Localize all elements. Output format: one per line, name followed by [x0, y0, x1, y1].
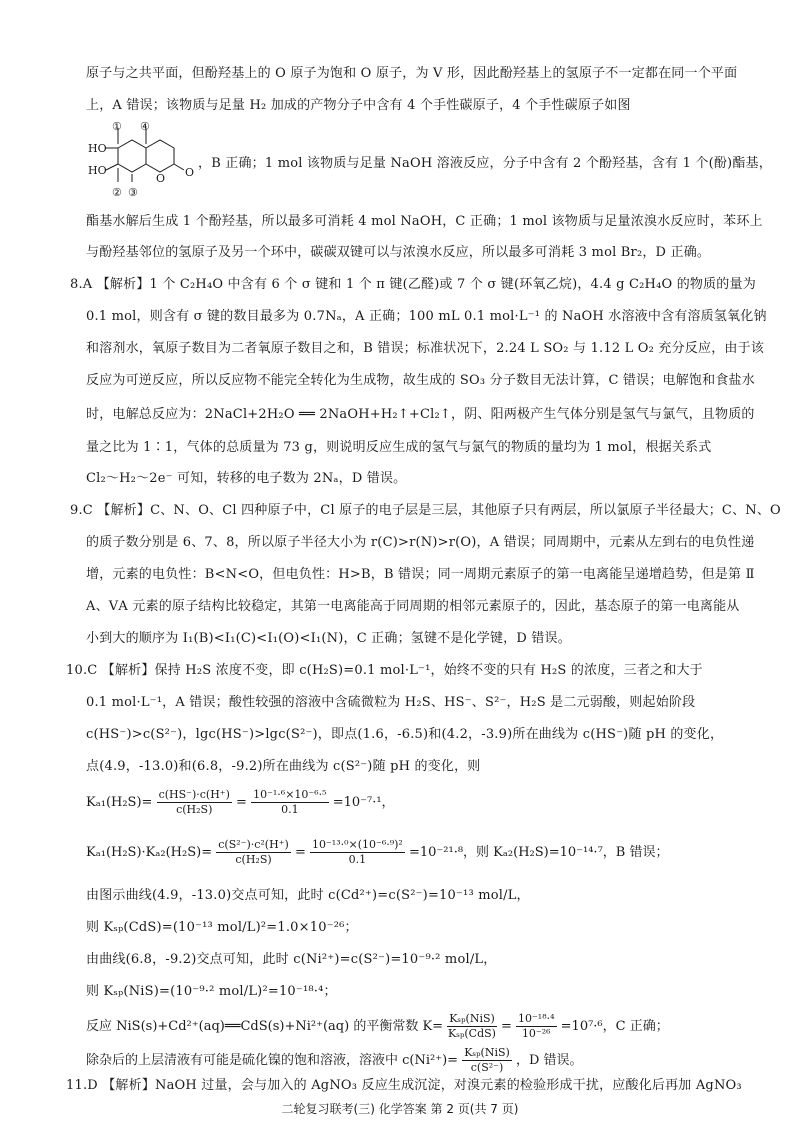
label-4: ④ — [140, 120, 150, 133]
text-line: 由曲线(6.8，-9.2)交点可知，此时 c(Ni²⁺)=c(S²⁻)=10⁻⁹·² mol/L， — [86, 952, 497, 967]
text-line: 则 Kₛₚ(NiS)=(10⁻⁹·² mol/L)²=10⁻¹⁸·⁴； — [86, 984, 337, 999]
label-1: ① — [112, 120, 122, 133]
text-line: 原子与之共平面，但酚羟基上的 O 原子为饱和 O 原子，为 V 形，因此酚羟基上的氢原子不一定都在同一个平面 — [86, 66, 738, 81]
k-equation: 反应 NiS(s)+Cd²⁺(aq)══CdS(s)+Ni²⁺(aq) 的平衡常数 K= $\frac{\text{Kₛₚ(NiS)}}{\text{Kₛₚ(CdS)}}$ = $\frac{\text{10⁻¹⁸·⁴}}{\text{10⁻²⁶}}$ =10⁷·⁶，C 正确； — [86, 1012, 669, 1040]
text-line: Cl₂～H₂～2e⁻ 可知，转移的电子数为 2Nₐ，D 错误。 — [86, 471, 407, 486]
text-line: 量之比为 1∶1，气体的总质量为 73 g，则说明反应生成的氢气与氯气的物质的量均为 1 mol，根据关系式 — [86, 440, 712, 455]
text-line: 反应为可逆反应，所以反应物不能完全转化为生成物，故生成的 SO₃ 分子数目无法计算，C 错误；电解饱和食盐水 — [86, 373, 755, 388]
label-3: ③ — [128, 186, 138, 199]
ring-oxygen: O — [156, 172, 166, 185]
text-line: 上，A 错误；该物质与足量 H₂ 加成的产物分子中含有 4 个手性碳原子，4 个手性碳原子如图 — [86, 98, 631, 113]
text-line: c(HS⁻)>c(S²⁻)，lgc(HS⁻)>lgc(S²⁻)，即点(1.6，-6.5)和(4.2，-3.9)所在曲线为 c(HS⁻)随 pH 的变化， — [86, 727, 724, 742]
text-line: 0.1 mol，则含有 σ 键的数目最多为 0.7Nₐ，A 正确；100 mL 0.1 mol·L⁻¹ 的 NaOH 水溶液中含有溶质氢氧化钠 — [86, 309, 767, 324]
ni-equation: 除杂后的上层清液有可能是硫化镍的饱和溶液，溶液中 c(Ni²⁺)= $\frac{\text{Kₛₚ(NiS)}}{\text{c(S²⁻)}}$ ，D 错误。 — [86, 1046, 583, 1074]
text-line: 时，电解总反应为：2NaCl+2H₂O ══ 2NaOH+H₂↑+Cl₂↑，阴、阳两极产生气体分别是氢气与氯气，且物质的 — [86, 407, 755, 422]
text-line: 10.C 【解析】保持 H₂S 浓度不变，即 c(H₂S)=0.1 mol·L⁻¹，始终不变的只有 H₂S 的浓度，三者之和大于 — [66, 663, 703, 678]
chemical-structure — [88, 120, 198, 202]
hydroxyl-bottom: HO — [88, 164, 107, 177]
hydroxyl-top: HO — [88, 142, 107, 155]
text-line: 与酚羟基邻位的氢原子及另一个环中，碳碳双键可以与浓溴水反应，所以最多可消耗 3 mol Br₂，D 正确。 — [86, 245, 711, 260]
text-line: 点(4.9，-13.0)和(6.8，-9.2)所在曲线为 c(S²⁻)随 pH 的变化，则 — [86, 759, 481, 774]
text-line: 增，元素的电负性：B<N<O，但电负性：H>B，B 错误；同一周期元素原子的第一电离能呈递增趋势，但是第 Ⅱ — [86, 567, 755, 582]
carbonyl-oxygen: O — [185, 166, 195, 179]
ka1-equation: Kₐ₁(H₂S)= $\frac{c(HS^-)\cdot c(H^+)}{\text{c(H₂S)}}$ = $\frac{\text{10⁻¹·⁶×10⁻⁶·⁵}}{0.1}$ =10⁻⁷·¹， — [86, 788, 395, 816]
text-line: 则 Kₛₚ(CdS)=(10⁻¹³ mol/L)²=1.0×10⁻²⁶； — [86, 920, 358, 935]
text-line: 的质子数分别是 6、7、8，所以原子半径大小为 r(C)>r(N)>r(O)，A 错误；同周期中，元素从左到右的电负性递 — [86, 535, 755, 550]
text-line: 由图示曲线(4.9，-13.0)交点可知，此时 c(Cd²⁺)=c(S²⁻)=10⁻¹³ mol/L， — [86, 888, 530, 903]
text-line: 9.C 【解析】C、N、O、Cl 四种原子中，Cl 原子的电子层是三层，其他原子只有两层，所以氯原子半径最大；C、N、O — [70, 503, 781, 518]
text-line: 0.1 mol·L⁻¹，A 错误；酸性较强的溶液中含硫微粒为 H₂S、HS⁻、S²⁻，H₂S 是二元弱酸，则起始阶段 — [86, 695, 696, 710]
page-footer: 二轮复习联考(三) 化学答案 第 2 页(共 7 页) — [281, 1102, 519, 1116]
text-line: A、ⅤA 元素的原子结构比较稳定，其第一电离能高于同周期的相邻元素原子的，因此，基态原子的第一电离能从 — [86, 599, 740, 614]
text-line: 8.A 【解析】1 个 C₂H₄O 中含有 6 个 σ 键和 1 个 π 键(乙醛)或 7 个 σ 键(环氧乙烷)，4.4 g C₂H₄O 的物质的量为 — [70, 277, 756, 292]
text-line: 小到大的顺序为 I₁(B)<I₁(C)<I₁(O)<I₁(N)，C 正确；氢键不是化学键，D 错误。 — [86, 631, 571, 646]
ka12-equation: Kₐ₁(H₂S)·Kₐ₂(H₂S)= $\frac{\text{c(S²⁻)·c²(H⁺)}}{\text{c(H₂S)}}$ = $\frac{\text{10⁻¹³·⁰×(10⁻⁶·⁹)²}}{0.1}$ =10⁻²¹·⁸，则 Kₐ₂(H₂S)=10⁻¹⁴·⁷，B 错误； — [86, 838, 669, 866]
text-line: 11.D 【解析】NaOH 过量，会与加入的 AgNO₃ 反应生成沉淀，对溴元素的检验形成干扰，应酸化后再加 AgNO₃ — [66, 1078, 742, 1093]
text-line: ，B 正确；1 mol 该物质与足量 NaOH 溶液反应，分子中含有 2 个酚羟基，含有 1 个(酚)酯基， — [198, 156, 772, 171]
label-2: ② — [112, 186, 122, 199]
text-line: 酯基水解后生成 1 个酚羟基，所以最多可消耗 4 mol NaOH，C 正确；1 mol 该物质与足量浓溴水反应时，苯环上 — [86, 214, 763, 229]
text-line: 和溶剂水，氧原子数目为二者氧原子数目之和，B 错误；标准状况下，2.24 L SO₂ 与 1.12 L O₂ 充分反应，由于该 — [86, 341, 765, 356]
